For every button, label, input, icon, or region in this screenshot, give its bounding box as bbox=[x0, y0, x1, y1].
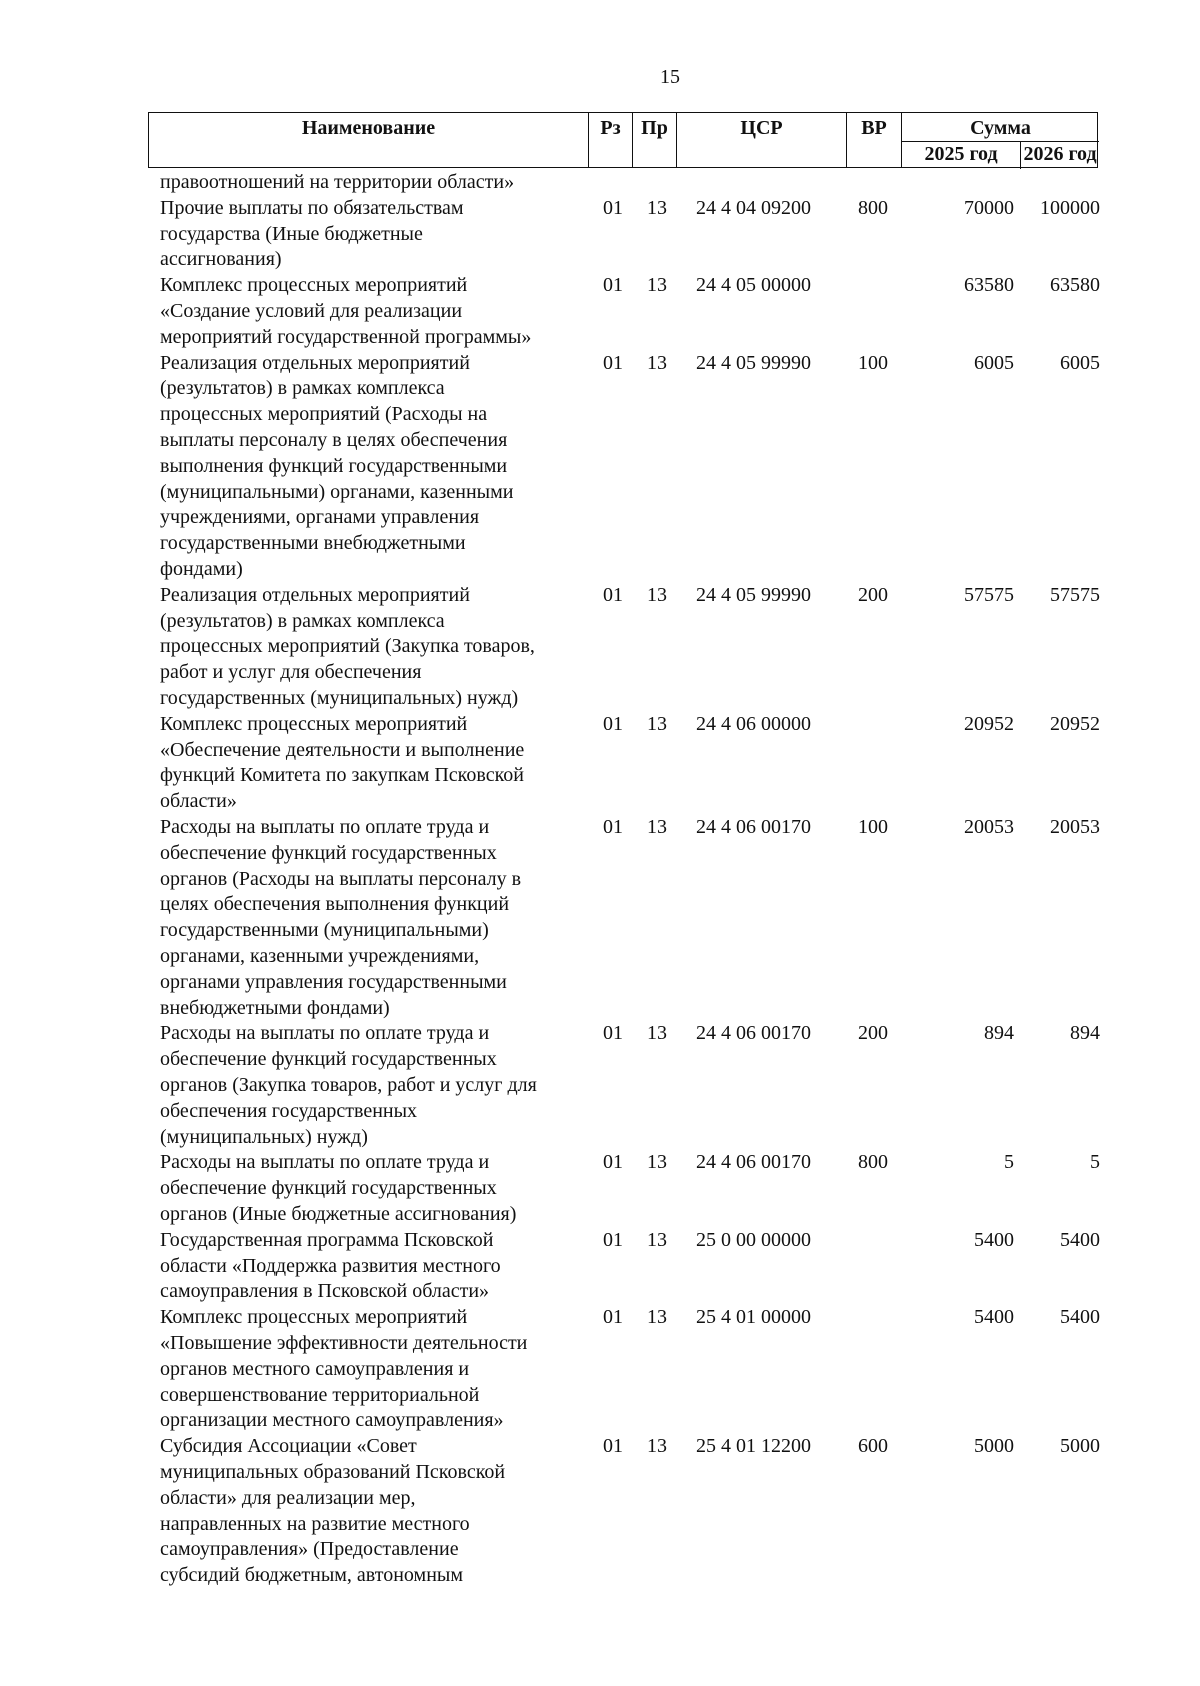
header-pr: Пр bbox=[633, 113, 677, 167]
row-sum-2025: 70000 bbox=[964, 196, 1014, 219]
row-name bbox=[160, 583, 590, 712]
row-name-line: функций Комитета по закупкам Псковской bbox=[160, 764, 524, 787]
row-name-line: Реализация отдельных мероприятий bbox=[160, 351, 470, 374]
row-sum-2026: 5000 bbox=[1060, 1435, 1100, 1458]
row-name-line: выполнения функций государственными bbox=[160, 454, 508, 477]
row-csr: 25 0 00 00000 bbox=[696, 1228, 811, 1251]
row-name bbox=[160, 1434, 590, 1589]
row-name bbox=[160, 1021, 590, 1150]
row-name-line: работ и услуг для обеспечения bbox=[160, 661, 422, 684]
row-sum-2026: 6005 bbox=[1060, 351, 1100, 374]
row-name-line: организации местного самоуправления» bbox=[160, 1409, 504, 1432]
row-name bbox=[160, 712, 590, 815]
row-csr: 24 4 05 00000 bbox=[696, 274, 811, 297]
header-rz: Рз bbox=[589, 113, 633, 167]
row-name bbox=[160, 170, 590, 196]
row-sum-2026: 63580 bbox=[1050, 274, 1100, 297]
row-name-line: мероприятий государственной программы» bbox=[160, 325, 532, 348]
row-name-line: (результатов) в рамках комплекса bbox=[160, 377, 445, 400]
row-sum-2026: 5400 bbox=[1060, 1228, 1100, 1251]
row-name bbox=[160, 273, 590, 350]
row-rz: 01 bbox=[603, 1228, 623, 1251]
row-sum-2025: 57575 bbox=[964, 583, 1014, 606]
row-name-line: обеспечение функций государственных bbox=[160, 1177, 497, 1200]
row-rz: 01 bbox=[603, 351, 623, 374]
row-pr: 13 bbox=[647, 274, 667, 297]
row-name-line: области «Поддержка развития местного bbox=[160, 1254, 501, 1277]
row-name-line: (результатов) в рамках комплекса bbox=[160, 609, 445, 632]
header-year-2025: 2025 год bbox=[902, 142, 1021, 169]
table-header bbox=[148, 112, 1098, 168]
header-vr: ВР bbox=[847, 113, 902, 167]
row-sum-2025: 6005 bbox=[974, 351, 1014, 374]
row-name-line: органами, казенными учреждениями, bbox=[160, 944, 480, 967]
row-name-line: обеспечение функций государственных bbox=[160, 841, 497, 864]
header-year-2026: 2026 год bbox=[1023, 143, 1097, 165]
row-name-line: органов (Закупка товаров, работ и услуг для bbox=[160, 1073, 537, 1096]
row-pr: 13 bbox=[647, 1022, 667, 1045]
row-name-line: органами управления государственными bbox=[160, 970, 507, 993]
row-name-line: ассигнования) bbox=[160, 248, 282, 271]
row-name bbox=[160, 196, 590, 273]
row-sum-2026: 20053 bbox=[1050, 816, 1100, 838]
row-name-line: самоуправления в Псковской области» bbox=[160, 1280, 490, 1303]
row-csr: 24 4 06 00170 bbox=[696, 1151, 811, 1174]
row-rz: 01 bbox=[603, 1151, 623, 1174]
row-name-line: органов местного самоуправления и bbox=[160, 1357, 470, 1380]
row-name-line: муниципальных образований Псковской bbox=[160, 1460, 506, 1483]
row-pr: 13 bbox=[647, 1435, 667, 1458]
row-name-line: обеспечение функций государственных bbox=[160, 1048, 497, 1071]
row-sum-2025: 5 bbox=[1004, 1151, 1014, 1174]
row-vr: 100 bbox=[858, 816, 888, 838]
row-pr: 13 bbox=[647, 1151, 667, 1174]
row-csr: 25 4 01 00000 bbox=[696, 1306, 811, 1329]
page-number: 15 bbox=[660, 66, 680, 88]
row-name-line: «Повышение эффективности деятельности bbox=[160, 1331, 528, 1354]
row-rz: 01 bbox=[603, 1435, 623, 1458]
row-name-line: Прочие выплаты по обязательствам bbox=[160, 196, 464, 219]
row-sum-2025: 5000 bbox=[974, 1435, 1014, 1458]
row-rz: 01 bbox=[603, 1306, 623, 1329]
row-name-line: самоуправления» (Предоставление bbox=[160, 1538, 459, 1561]
row-name-line: государственными (муниципальными) bbox=[160, 919, 489, 942]
row-name bbox=[160, 1150, 590, 1227]
header-sum-title: Сумма bbox=[970, 117, 1031, 139]
row-rz: 01 bbox=[603, 196, 623, 219]
row-name bbox=[160, 1228, 590, 1305]
row-pr: 13 bbox=[647, 1306, 667, 1329]
row-name-line: Комплекс процессных мероприятий bbox=[160, 274, 468, 297]
row-rz: 01 bbox=[603, 816, 623, 838]
row-pr: 13 bbox=[647, 816, 667, 838]
row-pr: 13 bbox=[647, 1228, 667, 1251]
row-rz: 01 bbox=[603, 583, 623, 606]
row-name-line: «Создание условий для реализации bbox=[160, 299, 463, 322]
row-vr: 600 bbox=[858, 1435, 888, 1458]
row-name-line: Комплекс процессных мероприятий bbox=[160, 712, 468, 735]
row-name-line: области» для реализации мер, bbox=[160, 1486, 416, 1509]
row-sum-2025: 20053 bbox=[964, 816, 1014, 838]
row-vr: 800 bbox=[858, 196, 888, 219]
row-csr: 24 4 06 00170 bbox=[696, 1022, 811, 1045]
row-rz: 01 bbox=[603, 1022, 623, 1045]
row-name-line: учреждениями, органами управления bbox=[160, 506, 480, 529]
row-csr: 24 4 04 09200 bbox=[696, 196, 811, 219]
row-name-line: субсидий бюджетным, автономным bbox=[160, 1564, 464, 1587]
row-name-line: направленных на развитие местного bbox=[160, 1512, 470, 1535]
row-sum-2026: 57575 bbox=[1050, 583, 1100, 606]
row-csr: 24 4 06 00000 bbox=[696, 712, 811, 735]
row-name-line: Комплекс процессных мероприятий bbox=[160, 1306, 468, 1329]
row-csr: 24 4 06 00170 bbox=[696, 816, 811, 838]
row-csr: 24 4 05 99990 bbox=[696, 583, 811, 606]
row-name bbox=[160, 815, 590, 1021]
row-name-line: государственных (муниципальных) нужд) bbox=[160, 686, 519, 709]
header-csr: ЦСР bbox=[677, 113, 847, 167]
row-rz: 01 bbox=[603, 712, 623, 735]
row-name bbox=[160, 351, 590, 583]
row-sum-2025: 5400 bbox=[974, 1228, 1014, 1251]
row-vr: 800 bbox=[858, 1151, 888, 1174]
row-name-line: Расходы на выплаты по оплате труда и bbox=[160, 1022, 490, 1045]
row-sum-2025: 20952 bbox=[964, 712, 1014, 735]
row-sum-2026: 5 bbox=[1090, 1151, 1100, 1174]
row-name-line: процессных мероприятий (Закупка товаров, bbox=[160, 635, 535, 658]
row-vr: 200 bbox=[858, 583, 888, 606]
row-name-line: Государственная программа Псковской bbox=[160, 1228, 494, 1251]
row-name-line: внебюджетными фондами) bbox=[160, 996, 390, 1019]
header-name: Наименование bbox=[149, 113, 589, 167]
row-name-line: Реализация отдельных мероприятий bbox=[160, 583, 470, 606]
row-name-line: целях обеспечения выполнения функций bbox=[160, 893, 510, 916]
row-name-line: Расходы на выплаты по оплате труда и bbox=[160, 1151, 490, 1174]
row-name-line: процессных мероприятий (Расходы на bbox=[160, 403, 488, 426]
row-pr: 13 bbox=[647, 196, 667, 219]
row-rz: 01 bbox=[603, 274, 623, 297]
row-vr: 100 bbox=[858, 351, 888, 374]
row-name-line: (муниципальных) нужд) bbox=[160, 1125, 368, 1148]
row-sum-2025: 894 bbox=[984, 1022, 1014, 1045]
row-name-line: государственными внебюджетными bbox=[160, 532, 466, 555]
row-sum-2026: 100000 bbox=[1040, 196, 1100, 219]
row-name-line: фондами) bbox=[160, 557, 243, 580]
row-sum-2026: 894 bbox=[1070, 1022, 1100, 1045]
row-name-line: правоотношений на территории области» bbox=[160, 171, 515, 193]
row-pr: 13 bbox=[647, 712, 667, 735]
row-name-line: «Обеспечение деятельности и выполнение bbox=[160, 738, 525, 761]
row-sum-2025: 5400 bbox=[974, 1306, 1014, 1329]
row-vr: 200 bbox=[858, 1022, 888, 1045]
row-name-line: (муниципальными) органами, казенными bbox=[160, 480, 514, 503]
header-sum bbox=[902, 113, 1099, 167]
row-name-line: совершенствование территориальной bbox=[160, 1383, 480, 1406]
row-name-line: обеспечения государственных bbox=[160, 1099, 418, 1122]
row-name-line: органов (Иные бюджетные ассигнования) bbox=[160, 1202, 517, 1225]
row-csr: 25 4 01 12200 bbox=[696, 1435, 811, 1458]
header-sum-years bbox=[902, 141, 1099, 169]
row-pr: 13 bbox=[647, 583, 667, 606]
row-name bbox=[160, 1305, 590, 1434]
row-name-line: органов (Расходы на выплаты персоналу в bbox=[160, 867, 522, 890]
row-name-line: государства (Иные бюджетные bbox=[160, 222, 423, 245]
row-name-line: Расходы на выплаты по оплате труда и bbox=[160, 816, 490, 838]
row-csr: 24 4 05 99990 bbox=[696, 351, 811, 374]
row-sum-2025: 63580 bbox=[964, 274, 1014, 297]
row-pr: 13 bbox=[647, 351, 667, 374]
row-sum-2026: 5400 bbox=[1060, 1306, 1100, 1329]
row-sum-2026: 20952 bbox=[1050, 712, 1100, 735]
row-name-line: выплаты персоналу в целях обеспечения bbox=[160, 428, 508, 451]
row-name-line: Субсидия Ассоциации «Совет bbox=[160, 1435, 417, 1458]
row-name-line: области» bbox=[160, 790, 237, 813]
